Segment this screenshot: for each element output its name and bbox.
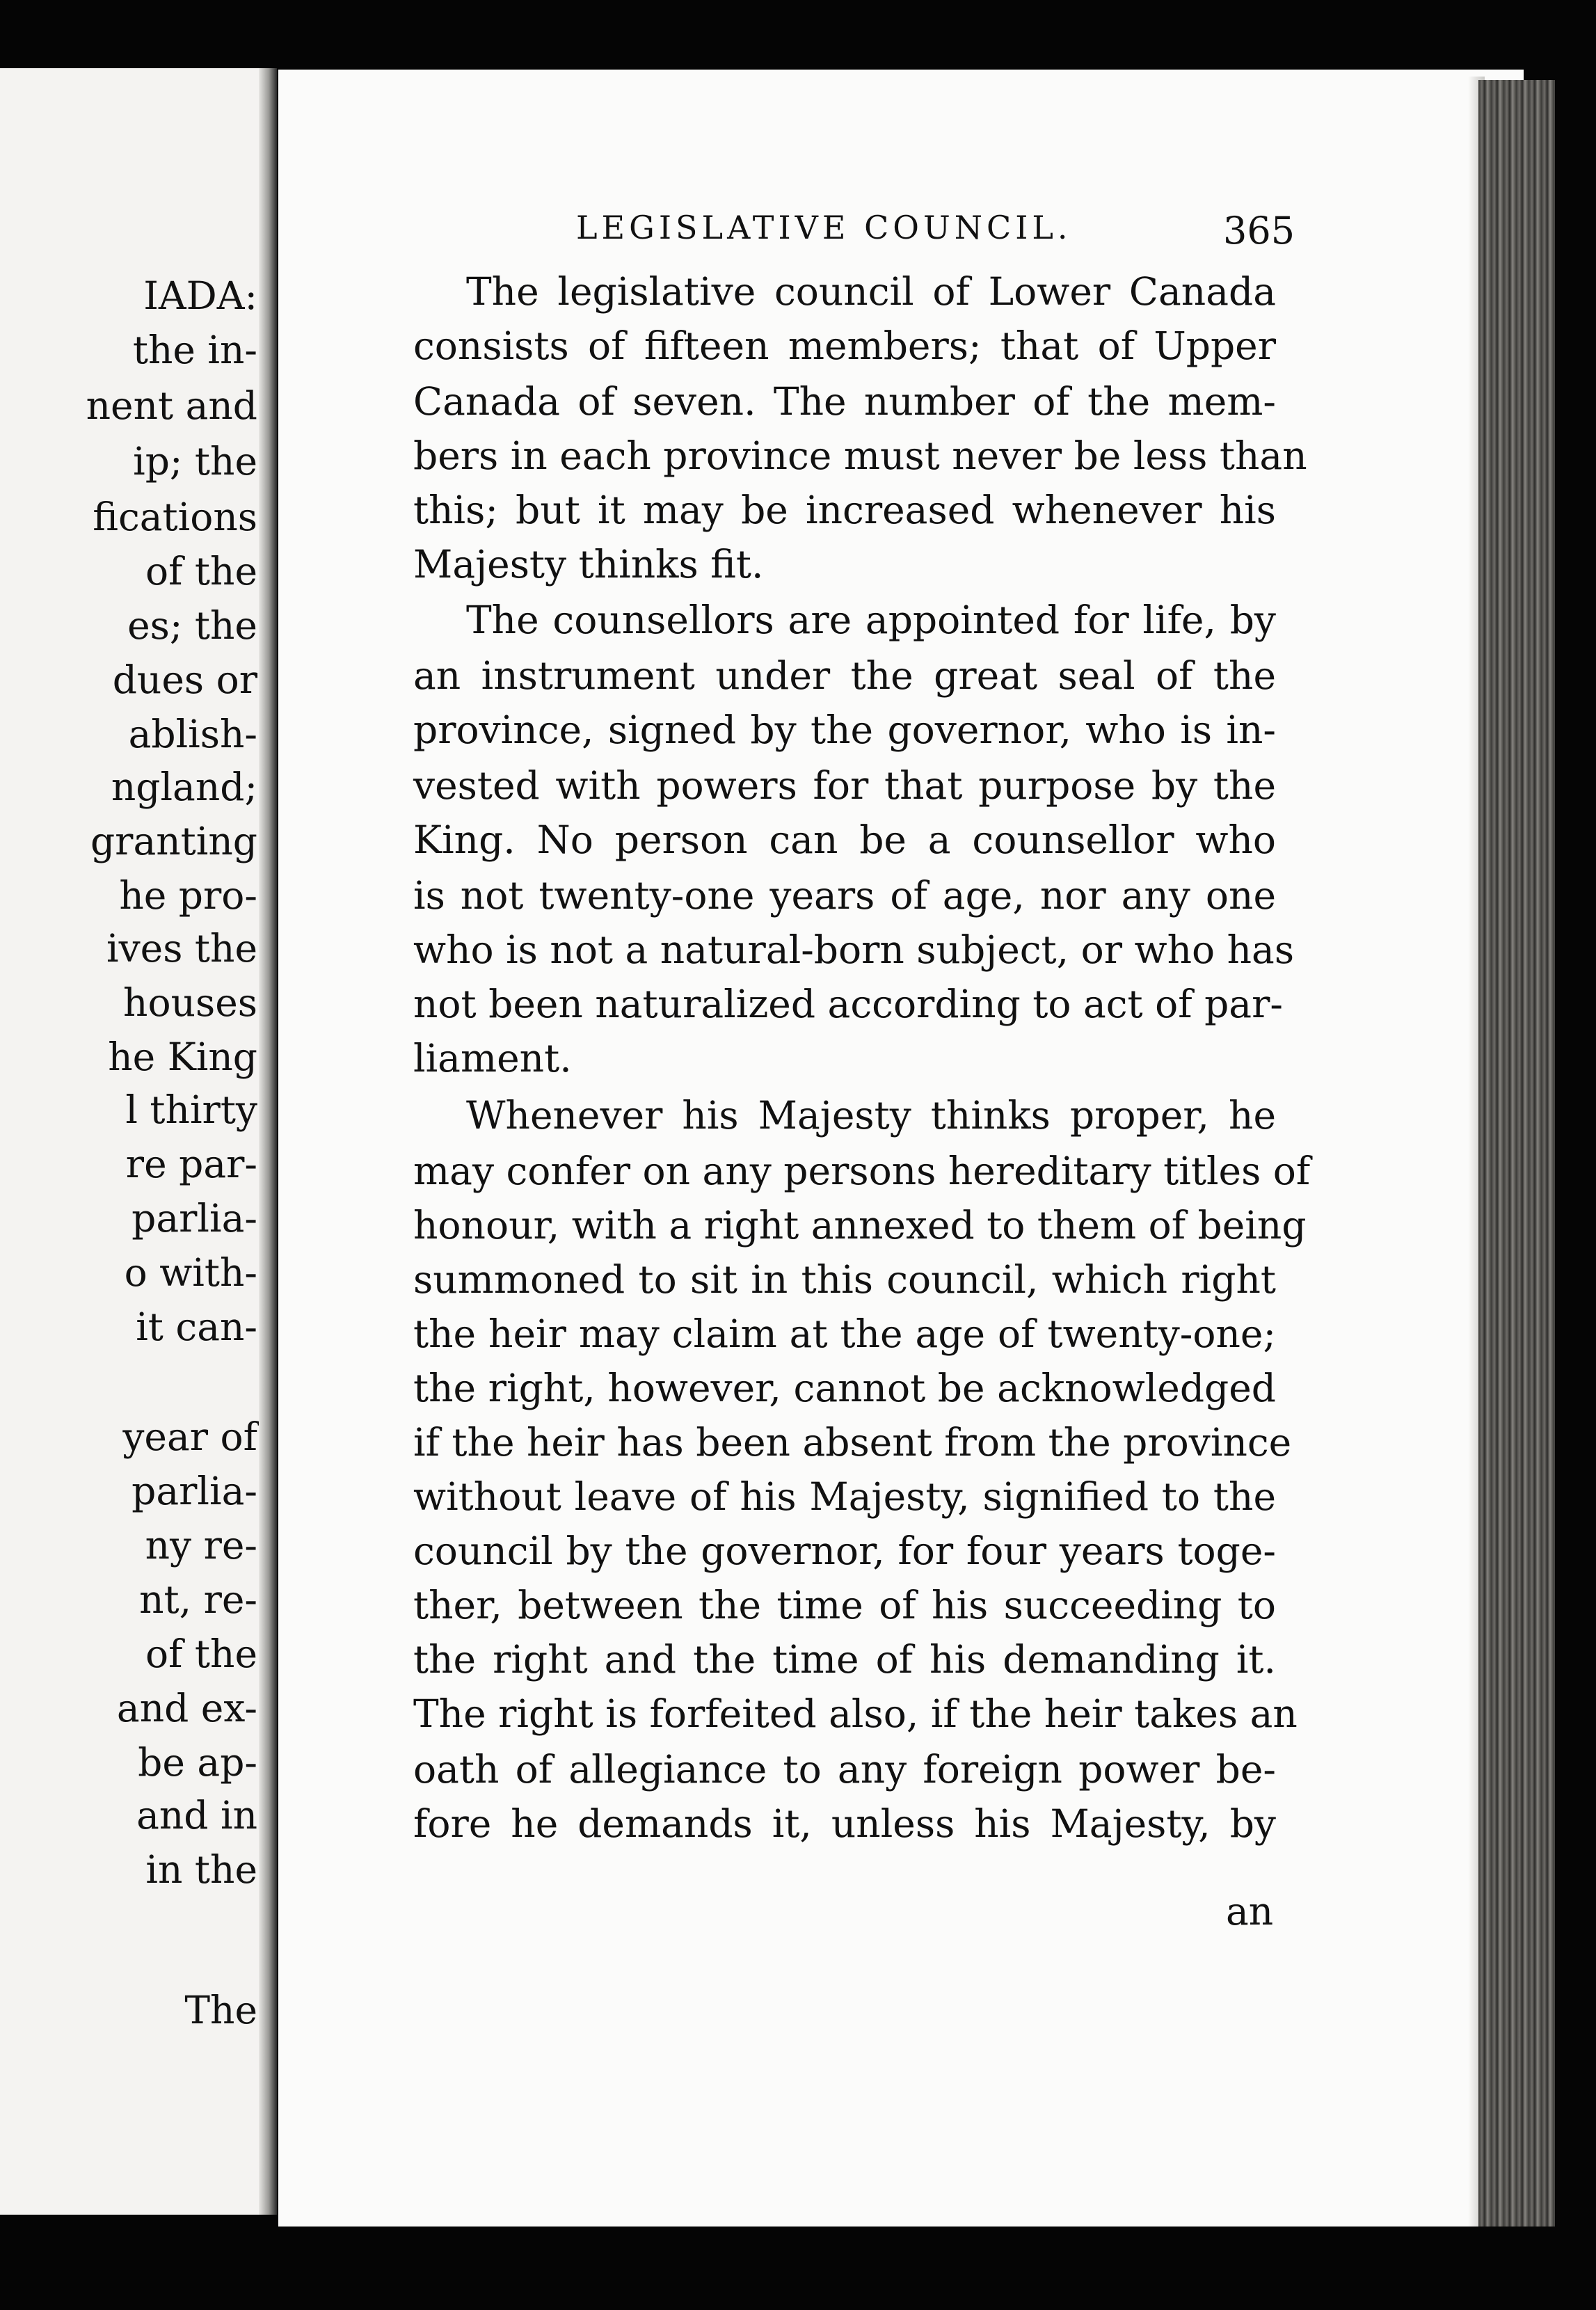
body-line: summoned to sit in this council, which right (413, 1257, 1276, 1302)
body-line: liament. (413, 1036, 572, 1081)
body-line: Canada of seven. The number of the mem- (413, 379, 1276, 424)
left-page-line: ip; the (133, 439, 257, 484)
body-line: oath of allegiance to any foreign power be- (413, 1747, 1276, 1792)
left-page-line: houses (123, 980, 257, 1025)
left-page (0, 68, 273, 2215)
left-page-line: of the (145, 1632, 257, 1676)
left-page-line: year of (122, 1415, 257, 1459)
left-page-line: es; the (127, 603, 257, 648)
running-head: LEGISLATIVE COUNCIL. (576, 209, 1072, 246)
body-line: honour, with a right annexed to them of being (413, 1203, 1307, 1248)
body-line: an instrument under the great seal of the (413, 653, 1276, 698)
left-page-line: and in (136, 1793, 257, 1838)
left-page-line: dues or (112, 658, 257, 702)
left-page-line: of the (145, 549, 257, 594)
left-page-line: The (184, 1988, 257, 2032)
left-page-line: he King (108, 1035, 257, 1079)
body-line: is not twenty-one years of age, nor any one (413, 873, 1276, 918)
body-line: vested with powers for that purpose by the (413, 763, 1276, 808)
body-line: not been naturalized according to act of par- (413, 982, 1283, 1026)
left-page-line: nt, re- (139, 1577, 257, 1622)
left-page-line: ngland; (111, 765, 257, 809)
body-line: who is not a natural-born subject, or who has (413, 927, 1295, 972)
left-page-line: parlia- (131, 1469, 257, 1513)
body-line: this; but it may be increased whenever his (413, 488, 1276, 532)
left-page-line: ablish- (128, 712, 257, 756)
catchword: an (1226, 1889, 1274, 1934)
body-line: the right and the time of his demanding it. (413, 1637, 1276, 1682)
left-page-line: be ap- (138, 1740, 257, 1785)
left-page-line: he pro- (119, 873, 257, 918)
body-line: the right, however, cannot be acknowledged (413, 1366, 1276, 1410)
body-line: if the heir has been absent from the province (413, 1420, 1292, 1465)
body-line: may confer on any persons hereditary titles of (413, 1149, 1311, 1193)
body-line: bers in each province must never be less than (413, 433, 1307, 478)
left-page-line: IADA: (143, 273, 257, 318)
body-line: the heir may claim at the age of twenty-one; (413, 1312, 1276, 1356)
book-gutter (259, 68, 277, 2215)
left-page-line: ny re- (145, 1523, 257, 1568)
left-page-line: nent and (86, 383, 257, 428)
body-line: ther, between the time of his succeeding to (413, 1583, 1276, 1627)
body-line: council by the governor, for four years toge- (413, 1529, 1276, 1573)
body-line: fore he demands it, unless his Majesty, by (413, 1801, 1276, 1846)
body-line: without leave of his Majesty, signified to the (413, 1474, 1276, 1519)
body-line: consists of fifteen members; that of Upper (413, 324, 1276, 368)
body-line: province, signed by the governor, who is in- (413, 708, 1276, 752)
left-page-line: l thirty (125, 1088, 257, 1132)
body-line: King. No person can be a counsellor who (413, 818, 1276, 862)
left-page-line: fications (93, 495, 257, 539)
body-line: The counsellors are appointed for life, by (466, 598, 1276, 642)
left-page-line: granting (90, 819, 257, 863)
body-line: Whenever his Majesty thinks proper, he (466, 1093, 1276, 1138)
body-line: The legislative council of Lower Canada (466, 269, 1276, 314)
left-page-line: the in- (132, 328, 257, 372)
left-page-line: ives the (106, 926, 257, 971)
body-line: The right is forfeited also, if the heir takes an (413, 1691, 1298, 1736)
left-page-line: o with- (124, 1250, 257, 1295)
left-page-line: parlia- (131, 1196, 257, 1241)
page-edge (1478, 80, 1555, 2227)
body-line: Majesty thinks fit. (413, 542, 764, 587)
left-page-line: it can- (136, 1305, 257, 1349)
left-page-line: and ex- (116, 1686, 257, 1730)
page-number: 365 (1223, 209, 1295, 253)
left-page-line: re par- (125, 1142, 257, 1186)
left-page-line: in the (145, 1847, 257, 1892)
